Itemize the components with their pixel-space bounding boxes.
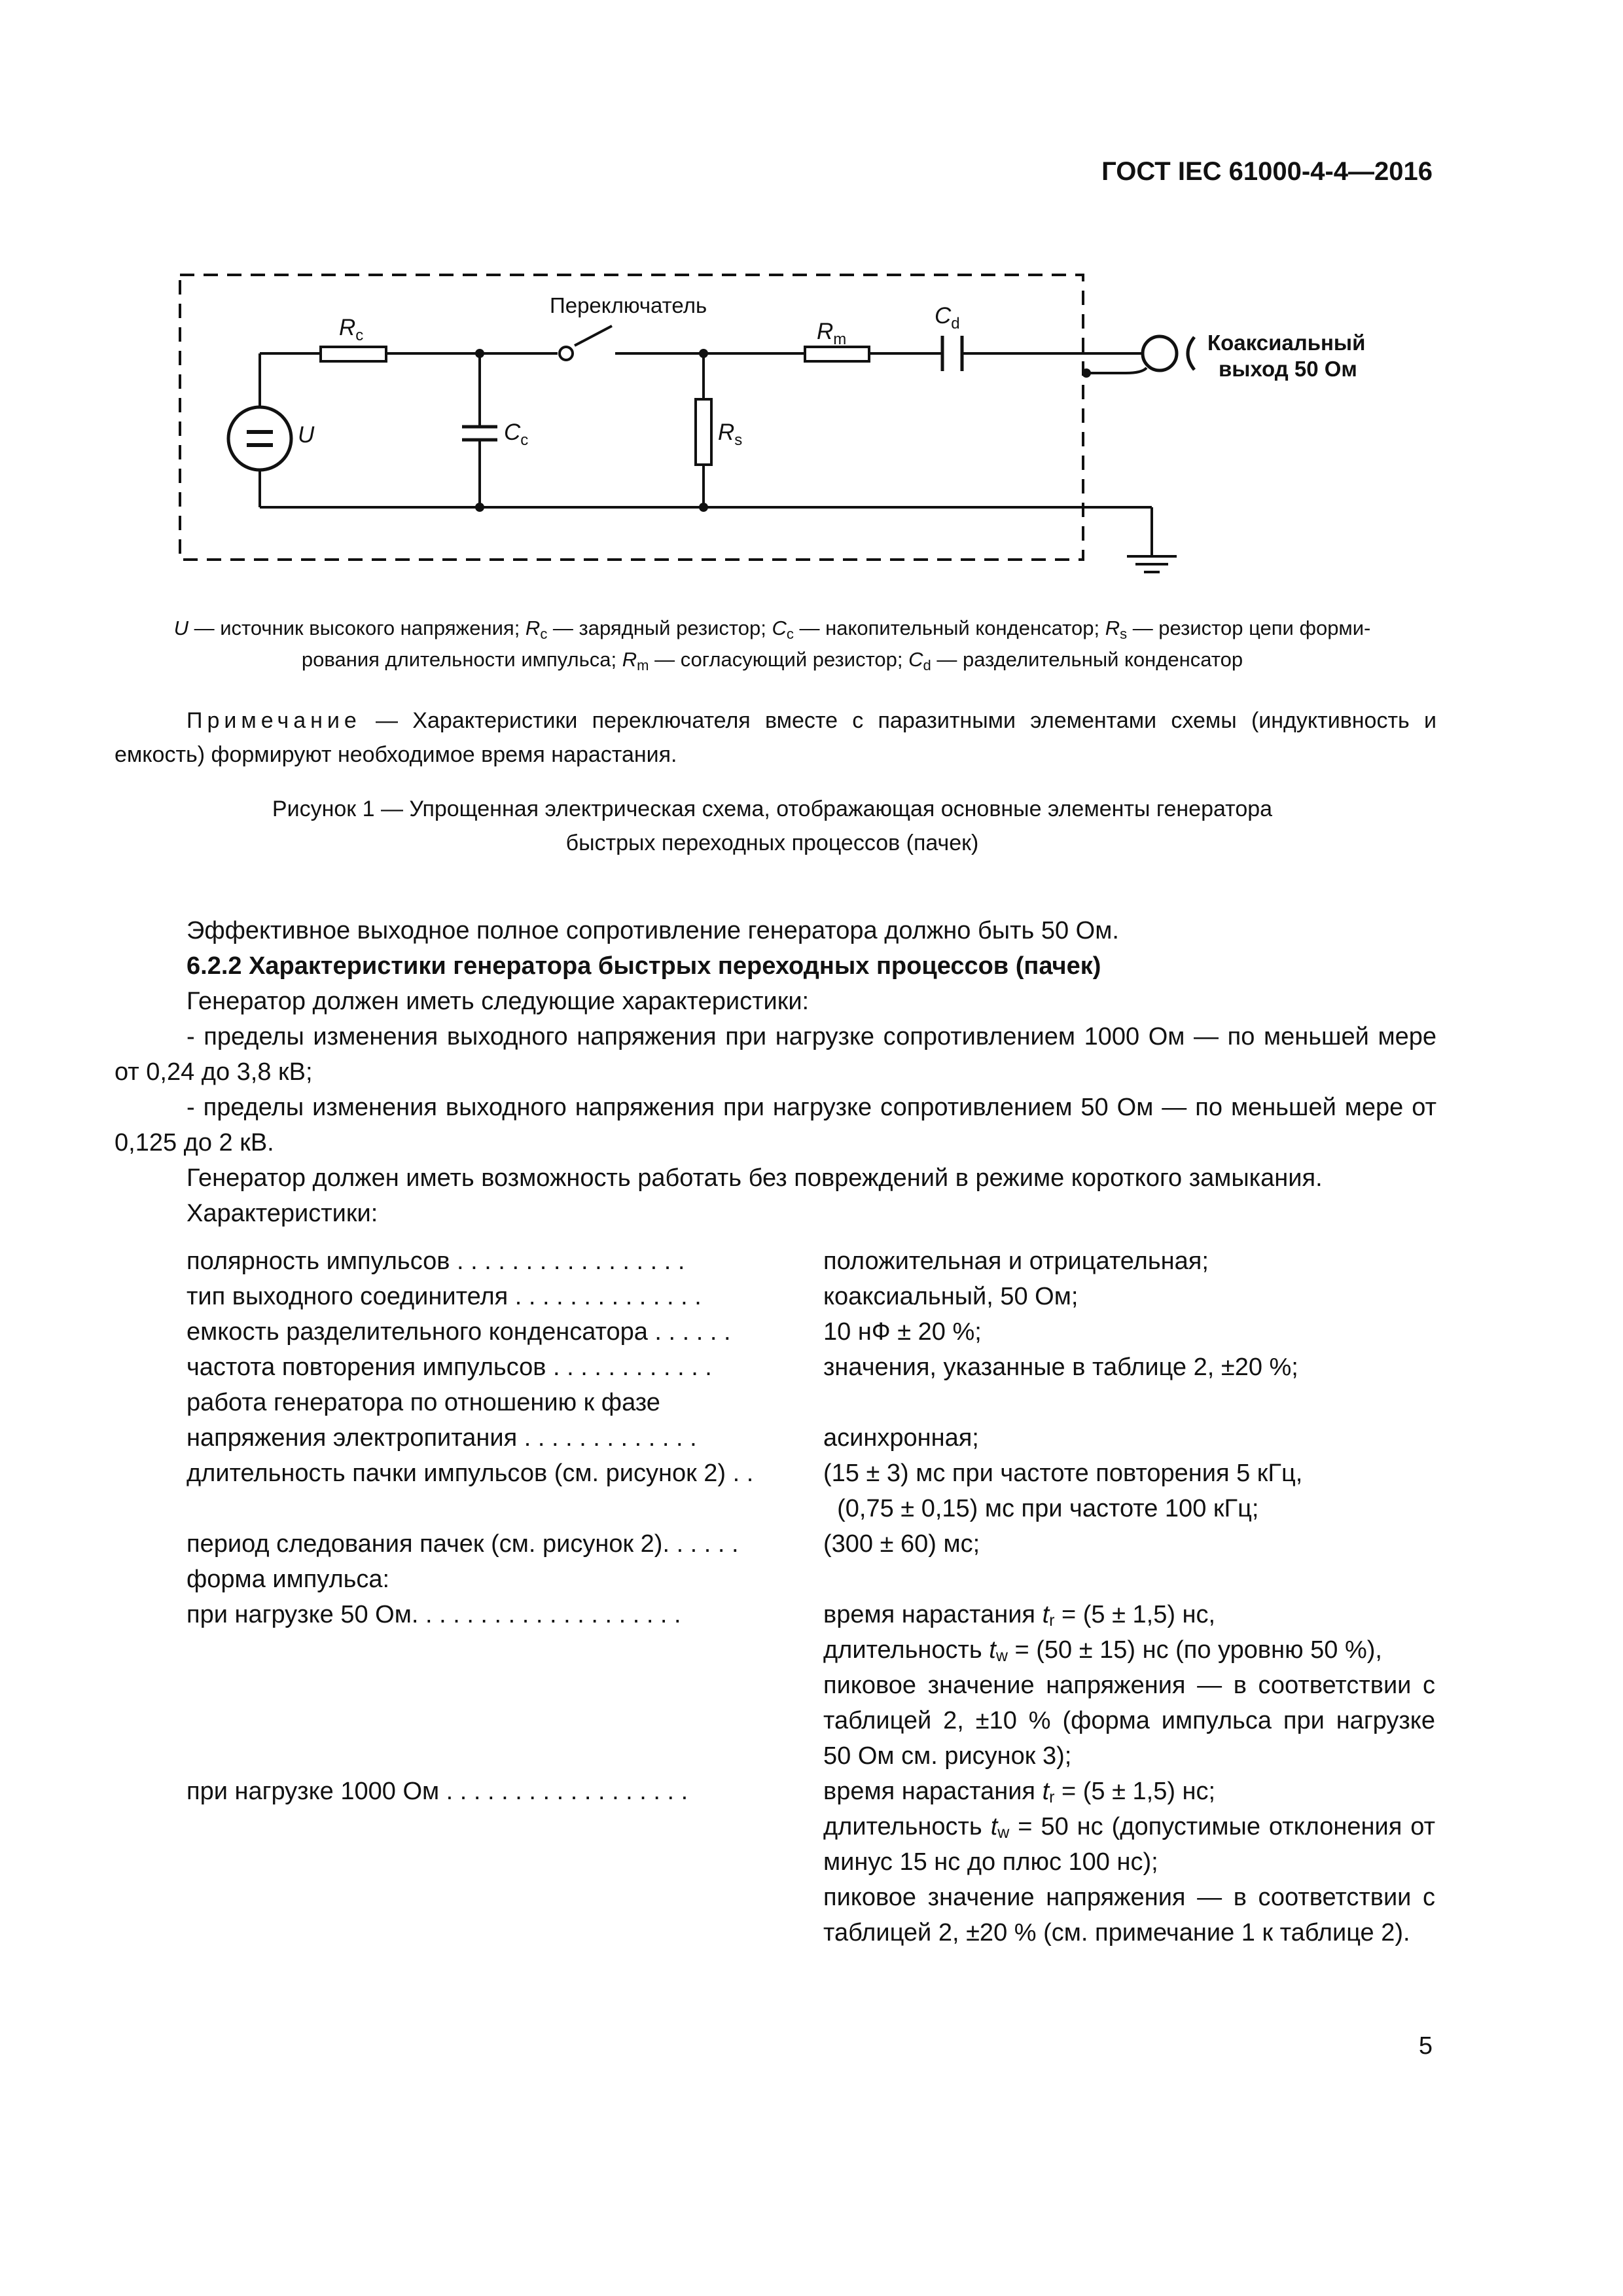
spec-label: работа генератора по отношению к фазе <box>187 1389 660 1416</box>
spec-value-50: время нарастания $t_r = (5 \pm 1,5)$ нс, длительность $t_w = (50 \pm 15)$ нс (по уровню 50 %), пиковое значение напряжения — в соответствии с таблицей 2, ±10 % (форма импульса при нагрузке 50 Ом см. рисунок 3); <box>823 1601 1435 1770</box>
spec-value-1000: время нарастания $t_r = (5 \pm 1,5)$ нс; длительность $t_w = 50$ нс (допустимые отклонения от минус 15 нс до плюс 100 нс); пиковое значение напряжения — в соответствии с таблицей 2, ±20 % (см. примечание 1 к таблице 2). <box>823 1778 1435 1946</box>
rs-label: $R_s$ <box>718 420 743 449</box>
cc-label: $C_c$ <box>504 420 529 449</box>
spec-value: значения, указанные в таблице 2, ±20 %; <box>823 1354 1298 1381</box>
output-label-1: Коаксиальный <box>1207 331 1366 355</box>
legend-line-1: U — источник высокого напряжения; $R_c$ — зарядный резистор; $C_c$ — накопительный конденсатор; $R_s$ — резистор цепи форми- <box>173 617 1371 642</box>
coax-connector-icon <box>1143 336 1177 370</box>
document-title: ГОСТ IEC 61000-4-4—2016 <box>1101 157 1433 186</box>
spec-value: (0,75 ± 0,15) мс при частоте 100 кГц; <box>823 1495 1259 1522</box>
spec-label: длительность пачки импульсов (см. рисунок 2) . . <box>187 1460 754 1487</box>
resistor-rc <box>321 347 386 361</box>
resistor-rm <box>805 347 869 361</box>
spec-label: форма импульса: <box>187 1566 390 1593</box>
switch-label: Переключатель <box>550 293 707 317</box>
switch-contact <box>560 347 573 360</box>
u-label: U <box>298 422 315 448</box>
paragraph: Характеристики: <box>187 1200 378 1227</box>
spec-label: напряжения электропитания . . . . . . . . . . . . . <box>187 1424 697 1452</box>
paragraph: Генератор должен иметь возможность работать без повреждений в режиме короткого замыкания. <box>187 1164 1323 1192</box>
section-heading: 6.2.2 Характеристики генератора быстрых переходных процессов (пачек) <box>187 952 1101 980</box>
paragraph: Генератор должен иметь следующие характеристики: <box>187 988 810 1015</box>
paragraph: Эффективное выходное полное сопротивление генератора должно быть 50 Ом. <box>187 917 1119 944</box>
spec-value: положительная и отрицательная; <box>823 1247 1209 1275</box>
spec-label: тип выходного соединителя . . . . . . . . . . . . . . <box>187 1283 702 1310</box>
spec-value: асинхронная; <box>823 1424 979 1452</box>
spec-value: 10 нФ ± 20 %; <box>823 1318 982 1346</box>
rm-label: $R_m$ <box>817 319 847 348</box>
resistor-rs <box>696 399 711 465</box>
paragraph: - пределы изменения выходного напряжения при нагрузке сопротивлением 50 Ом — по меньшей мере от 0,125 до 2 кВ. <box>115 1094 1436 1157</box>
cd-label: $C_d$ <box>935 303 960 332</box>
page-number: 5 <box>1418 2032 1433 2060</box>
spec-value: коаксиальный, 50 Ом; <box>823 1283 1079 1310</box>
paragraph: - пределы изменения выходного напряжения при нагрузке сопротивлением 1000 Ом — по меньшей мере от 0,24 до 3,8 кВ; <box>115 1023 1436 1086</box>
spec-value: (300 ± 60) мс; <box>823 1530 980 1558</box>
spec-label: период следования пачек (см. рисунок 2). . . . . . <box>187 1530 739 1558</box>
spec-value: (15 ± 3) мс при частоте повторения 5 кГц, <box>823 1460 1303 1487</box>
voltage-source-icon <box>228 407 291 470</box>
body-text <box>115 913 1436 1231</box>
spec-label-1000: при нагрузке 1000 Ом . . . . . . . . . . . . . . . . . . <box>187 1778 688 1805</box>
ground-icon <box>1127 556 1177 572</box>
figure-note: Примечание — Характеристики переключателя вместе с паразитными элементами схемы (индуктивность и емкость) формируют необходимое время нарастания. <box>115 708 1436 767</box>
rc-label: $R_c$ <box>339 315 364 344</box>
circuit-diagram <box>0 0 1623 589</box>
spec-label: полярность импульсов . . . . . . . . . . . . . . . . . <box>187 1247 685 1275</box>
spec-label: частота повторения импульсов . . . . . . . . . . . . <box>187 1354 712 1381</box>
legend-line-2: рования длительности импульса; $R_m$ — согласующий резистор; $C_d$ — разделительный конденсатор <box>301 648 1243 673</box>
switch-blade <box>575 326 612 346</box>
figure-caption: Рисунок 1 — Упрощенная электрическая схема, отображающая основные элементы генератора быстрых переходных процессов (пачек) <box>272 797 1273 855</box>
spec-label-50: при нагрузке 50 Ом. . . . . . . . . . . . . . . . . . . . <box>187 1601 681 1628</box>
output-label-2: выход 50 Ом <box>1219 357 1357 381</box>
spec-label: емкость разделительного конденсатора . . . . . . <box>187 1318 731 1346</box>
